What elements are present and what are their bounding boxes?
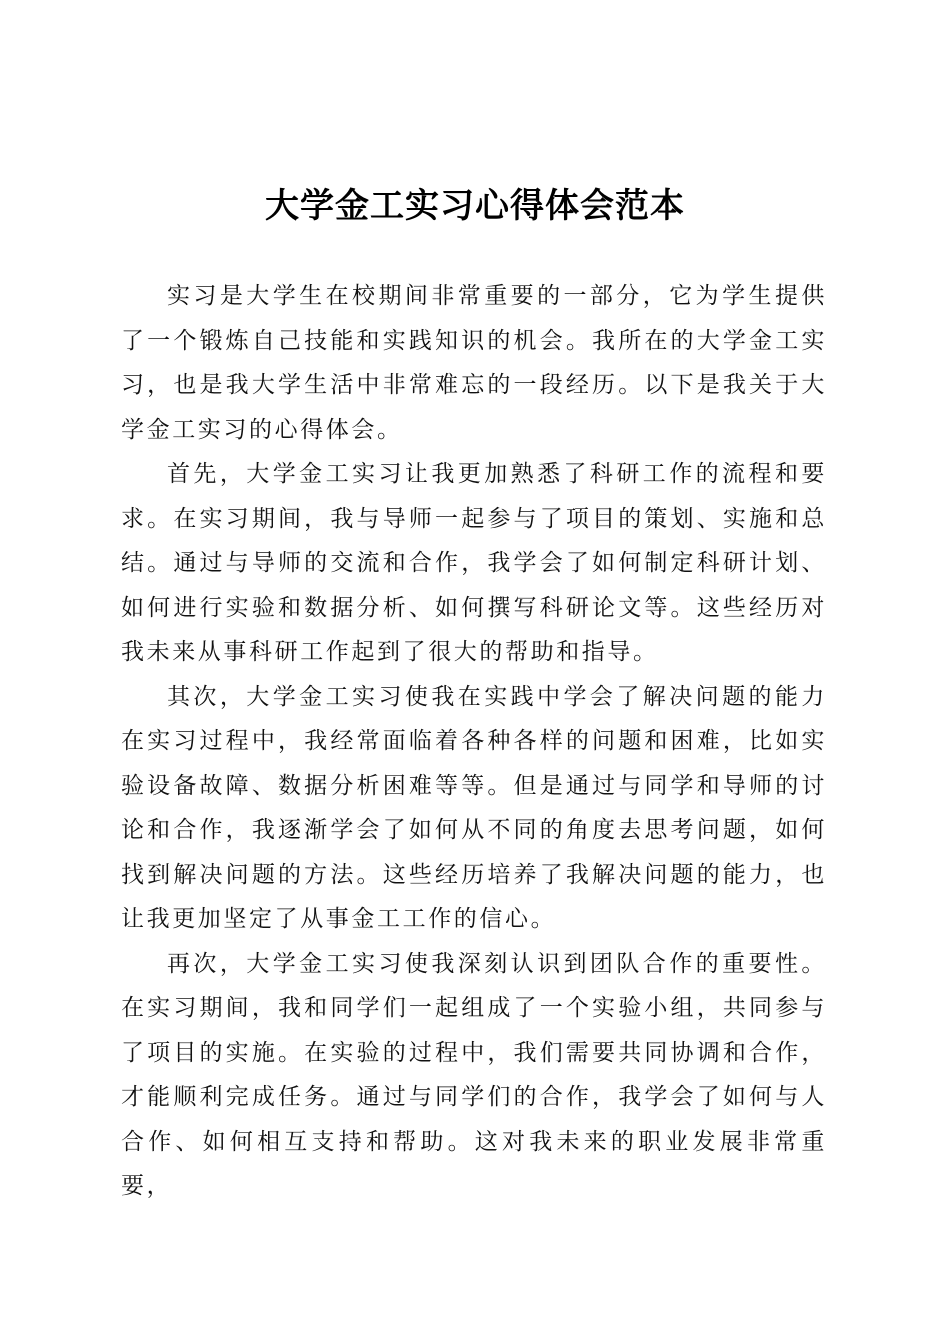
paragraph-1: 实习是大学生在校期间非常重要的一部分，它为学生提供了一个锻炼自己技能和实践知识的机会。我所在的大学金工实习，也是我大学生活中非常难忘的一段经历。以下是我关于大学金工实习的心得体会。 — [121, 283, 827, 443]
document-body — [121, 274, 827, 1209]
paragraph-3: 其次，大学金工实习使我在实践中学会了解决问题的能力在实习过程中，我经常面临着各种各样的问题和困难，比如实验设备故障、数据分析困难等等。但是通过与同学和导师的讨论和合作，我逐渐学会了如何从不同的角度去思考问题，如何找到解决问题的方法。这些经历培养了我解决问题的能力，也让我更加坚定了从事金工工作的信心。 — [121, 683, 827, 932]
document-title: 大学金工实习心得体会范本 — [265, 186, 685, 226]
paragraph-2: 首先，大学金工实习让我更加熟悉了科研工作的流程和要求。在实习期间，我与导师一起参与了项目的策划、实施和总结。通过与导师的交流和合作，我学会了如何制定科研计划、如何进行实验和数据分析、如何撰写科研论文等。这些经历对我未来从事科研工作起到了很大的帮助和指导。 — [121, 461, 827, 665]
paragraph-4: 再次，大学金工实习使我深刻认识到团队合作的重要性。在实习期间，我和同学们一起组成了一个实验小组，共同参与了项目的实施。在实验的过程中，我们需要共同协调和合作，才能顺利完成任务。通过与同学们的合作，我学会了如何与人合作、如何相互支持和帮助。这对我未来的职业发展非常重要， — [121, 950, 827, 1199]
